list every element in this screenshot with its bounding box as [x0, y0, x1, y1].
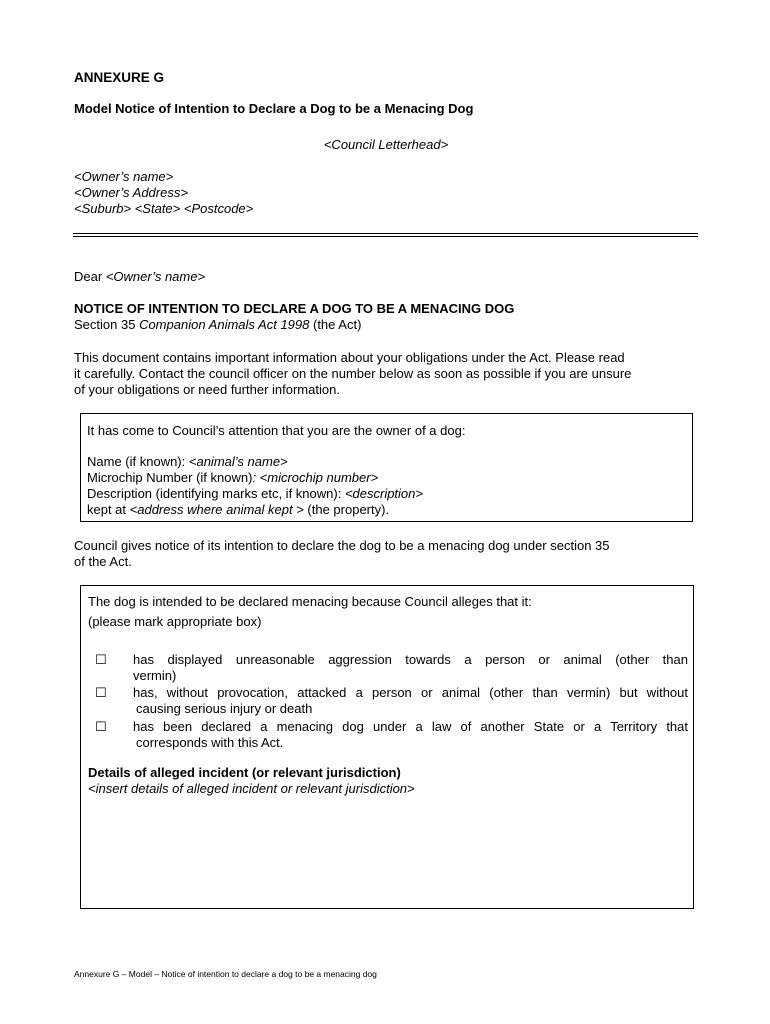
header-divider-bottom [73, 236, 698, 237]
dog-name-label: Name (if known): [87, 454, 189, 469]
section-prefix: Section 35 [74, 317, 136, 332]
option-2-line-1: has, without provocation, attacked a person or animal (other than vermin) but without [133, 685, 688, 700]
greeting-prefix: Dear [74, 269, 103, 284]
owner-suburb-line: <Suburb> <State> <Postcode> [74, 201, 254, 216]
intro-line-3: of your obligations or need further information. [74, 382, 340, 397]
owner-address-line: <Owner’s Address> [74, 185, 188, 200]
kept-at-suffix: (the property). [303, 502, 390, 517]
model-notice-title: Model Notice of Intention to Declare a Dog to be a Menacing Dog [74, 101, 474, 116]
description-placeholder: <description> [344, 486, 423, 501]
kept-at-label: kept at [87, 502, 130, 517]
grounds-instruction: (please mark appropriate box) [88, 614, 262, 629]
microchip-line [87, 470, 378, 486]
description-label: Description (identifying marks etc, if known): [87, 486, 345, 501]
microchip-placeholder: : <microchip number> [252, 470, 379, 485]
owner-name-line: <Owner’s name> [74, 169, 174, 184]
description-line [87, 486, 423, 502]
section-suffix: (the Act) [312, 317, 362, 332]
incident-details-placeholder: <insert details of alleged incident or relevant jurisdiction> [88, 781, 415, 796]
checkbox-declared-other-state[interactable]: ☐ [95, 719, 107, 734]
intro-line-1: This document contains important information about your obligations under the Act. Please read [74, 350, 625, 365]
notice-heading: NOTICE OF INTENTION TO DECLARE A DOG TO BE A MENACING DOG [74, 301, 515, 316]
checkbox-attacked-without-provocation[interactable]: ☐ [95, 685, 107, 700]
option-1-line-1: has displayed unreasonable aggression towards a person or animal (other than [133, 652, 688, 667]
option-1-line-2: vermin) [133, 668, 177, 683]
option-3-line-1: has been declared a menacing dog under a law of another State or a Territory that [133, 719, 688, 734]
option-2-line-2: causing serious injury or death [136, 701, 313, 716]
page-footer: Annexure G – Model – Notice of intention to declare a dog to be a menacing dog [74, 969, 377, 979]
checkbox-unreasonable-aggression[interactable]: ☐ [95, 652, 107, 667]
dog-name-line [87, 454, 288, 470]
greeting-owner-name: <Owner’s name> [105, 269, 206, 284]
header-divider-top [73, 233, 698, 234]
section-reference [74, 317, 361, 333]
dog-name-placeholder: <animal’s name> [188, 454, 288, 469]
grounds-intro: The dog is intended to be declared menacing because Council alleges that it: [88, 594, 532, 609]
notice-line-2: of the Act. [74, 554, 132, 569]
microchip-label: Microchip Number (if known) [87, 470, 253, 485]
section-act-name: Companion Animals Act 1998 [139, 317, 310, 332]
greeting [74, 269, 205, 285]
annexure-label: ANNEXURE G [74, 70, 165, 85]
kept-at-line [87, 502, 389, 518]
intro-line-2: it carefully. Contact the council officer on the number below as soon as possible if you are unsure [74, 366, 632, 381]
notice-line-1: Council gives notice of its intention to declare the dog to be a menacing dog under section 35 [74, 538, 610, 553]
incident-details-heading: Details of alleged incident (or relevant jurisdiction) [88, 765, 401, 780]
kept-at-placeholder: <address where animal kept > [129, 502, 304, 517]
option-3-line-2: corresponds with this Act. [136, 735, 284, 750]
dog-box-intro: It has come to Council’s attention that you are the owner of a dog: [87, 423, 466, 438]
council-letterhead-placeholder: <Council Letterhead> [323, 137, 449, 152]
